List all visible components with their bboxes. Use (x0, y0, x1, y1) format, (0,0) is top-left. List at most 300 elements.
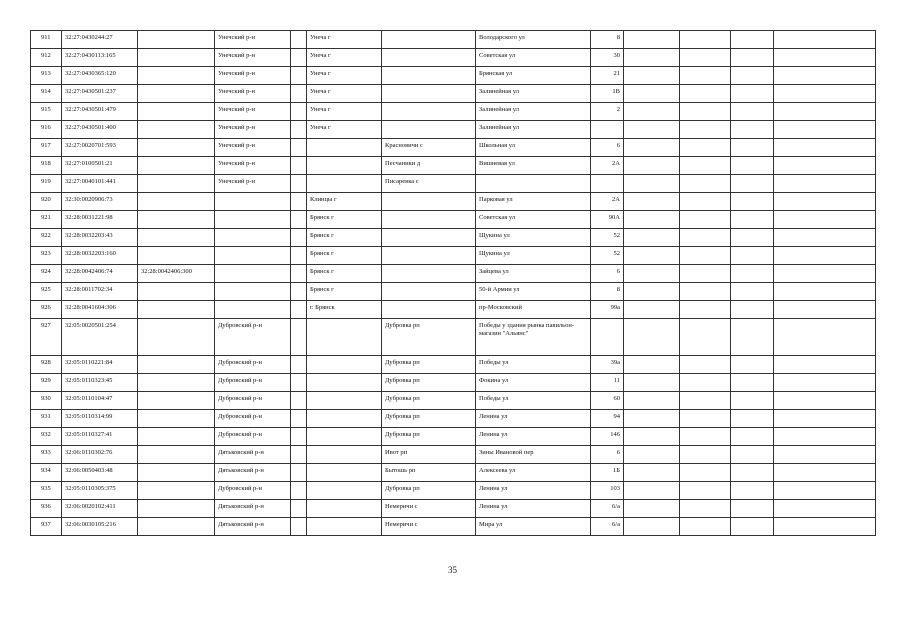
locality-cell-text (385, 31, 472, 34)
empty-cell (291, 211, 307, 229)
empty-cell (624, 103, 680, 121)
cadastral-number-text: 32:27:0040101:441 (65, 178, 116, 185)
street-cell-text: Победы ул (479, 395, 509, 402)
table-row (31, 49, 876, 67)
street-cell-text: Ленина ул (479, 503, 508, 510)
cadastral-number-text: 32:06:0030105:216 (65, 521, 116, 528)
cadastral-number-2 (138, 446, 215, 464)
empty-cell (680, 374, 731, 392)
district-cell-text: Унечский р-н (218, 106, 256, 113)
empty-cell (731, 392, 774, 410)
empty-cell (624, 518, 680, 536)
district-cell-text: Унечский р-н (218, 70, 256, 77)
row-number (31, 482, 62, 500)
cadastral-number-2 (138, 103, 215, 121)
street-cell (476, 319, 591, 356)
empty-cell (680, 85, 731, 103)
city-cell-text (310, 428, 378, 431)
city-cell (307, 464, 382, 482)
city-cell-text: Унеча г (310, 52, 331, 59)
cadastral-number-text: 32:05:0110305:375 (65, 485, 116, 492)
house-number-text: 6/а (612, 521, 620, 528)
empty-cell (291, 518, 307, 536)
street-cell-text: Ленина ул (479, 485, 508, 492)
cadastral-number-text: 32:27:0100501:21 (65, 160, 113, 167)
table-row (31, 428, 876, 446)
locality-cell (382, 247, 476, 265)
empty-cell (680, 301, 731, 319)
empty-cell (731, 356, 774, 374)
row-number-text: 931 (41, 413, 51, 420)
house-number-text (594, 121, 620, 124)
locality-cell (382, 464, 476, 482)
empty-cell (291, 85, 307, 103)
empty-cell (774, 265, 876, 283)
street-cell-text: Залинейная ул (479, 124, 519, 131)
house-number (591, 319, 624, 356)
city-cell (307, 500, 382, 518)
city-cell (307, 49, 382, 67)
city-cell-text: Брянск г (310, 286, 334, 293)
empty-cell (774, 301, 876, 319)
empty-cell (774, 31, 876, 49)
empty-cell (774, 319, 876, 356)
row-number (31, 518, 62, 536)
row-number (31, 157, 62, 175)
house-number-text: 60 (613, 395, 620, 402)
district-cell-text (218, 193, 287, 196)
district-cell (215, 518, 291, 536)
district-cell (215, 211, 291, 229)
empty-cell (624, 121, 680, 139)
empty-cell (291, 193, 307, 211)
cadastral-number-2-text (141, 356, 211, 359)
house-number-text: 103 (610, 485, 620, 492)
house-number (591, 193, 624, 211)
cadastral-number (62, 229, 138, 247)
empty-cell (731, 500, 774, 518)
empty-cell (291, 49, 307, 67)
district-cell-text: Унечский р-н (218, 142, 256, 149)
locality-cell (382, 356, 476, 374)
street-cell-text: Советская ул (479, 214, 516, 221)
district-cell (215, 392, 291, 410)
cadastral-number (62, 31, 138, 49)
house-number-text: 30 (613, 52, 620, 59)
cadastral-number (62, 103, 138, 121)
cadastral-number-text: 32:28:0032203:160 (65, 250, 116, 257)
street-cell (476, 175, 591, 193)
street-cell (476, 157, 591, 175)
empty-cell (291, 500, 307, 518)
cadastral-number-2 (138, 410, 215, 428)
empty-cell (731, 446, 774, 464)
district-cell (215, 301, 291, 319)
house-number (591, 31, 624, 49)
empty-cell (680, 67, 731, 85)
locality-cell-text (385, 85, 472, 88)
street-cell-text: Советская ул (479, 52, 516, 59)
row-number (31, 247, 62, 265)
empty-cell (680, 319, 731, 356)
cadastral-number (62, 518, 138, 536)
locality-cell-text (385, 211, 472, 214)
row-number-text: 917 (41, 142, 51, 149)
house-number (591, 428, 624, 446)
cadastral-number-2 (138, 265, 215, 283)
street-cell-text: Щукина ул (479, 232, 510, 239)
cadastral-number-text: 32:28:0041604:306 (65, 304, 116, 311)
table-row (31, 211, 876, 229)
street-cell (476, 446, 591, 464)
city-cell-text (310, 139, 378, 142)
street-cell (476, 500, 591, 518)
locality-cell-text (385, 49, 472, 52)
cadastral-number-2-text (141, 319, 211, 322)
empty-cell (624, 193, 680, 211)
cadastral-number (62, 446, 138, 464)
city-cell (307, 410, 382, 428)
empty-cell (731, 319, 774, 356)
locality-cell (382, 446, 476, 464)
city-cell-text: Клинцы г (310, 196, 337, 203)
house-number (591, 49, 624, 67)
empty-cell (624, 31, 680, 49)
empty-cell (624, 49, 680, 67)
locality-cell (382, 265, 476, 283)
street-cell (476, 428, 591, 446)
street-cell (476, 211, 591, 229)
street-cell-text: Ленина ул (479, 413, 508, 420)
house-number-text (594, 175, 620, 178)
district-cell (215, 410, 291, 428)
city-cell-text: Унеча г (310, 34, 331, 41)
row-number-text: 937 (41, 521, 51, 528)
empty-cell (291, 247, 307, 265)
empty-cell (680, 49, 731, 67)
cadastral-number-2 (138, 518, 215, 536)
city-cell-text (310, 374, 378, 377)
cadastral-number (62, 175, 138, 193)
cadastral-number-2-text (141, 85, 211, 88)
empty-cell (624, 482, 680, 500)
cadastral-number-2-text (141, 482, 211, 485)
row-number-text: 918 (41, 160, 51, 167)
locality-cell-text (385, 283, 472, 286)
house-number (591, 139, 624, 157)
district-cell (215, 139, 291, 157)
locality-cell-text: Красновичи с (385, 142, 423, 149)
city-cell-text (310, 319, 378, 322)
cadastral-number-2-text (141, 464, 211, 467)
cadastral-number-2-text: 32:28:0042406:300 (141, 268, 192, 275)
empty-cell (291, 356, 307, 374)
cadastral-number-2 (138, 157, 215, 175)
locality-cell-text: Дубровка рп (385, 377, 420, 384)
street-cell (476, 31, 591, 49)
cadastral-number (62, 247, 138, 265)
empty-cell (624, 446, 680, 464)
table-row (31, 374, 876, 392)
empty-cell (680, 103, 731, 121)
street-cell-text: Парковая ул (479, 196, 513, 203)
empty-cell (774, 85, 876, 103)
cadastral-number-2-text (141, 229, 211, 232)
cadastral-number-2 (138, 229, 215, 247)
empty-cell (291, 31, 307, 49)
house-number-text: 6 (616, 449, 620, 456)
empty-cell (624, 500, 680, 518)
city-cell (307, 428, 382, 446)
house-number (591, 374, 624, 392)
city-cell (307, 446, 382, 464)
empty-cell (291, 428, 307, 446)
empty-cell (680, 283, 731, 301)
empty-cell (774, 356, 876, 374)
empty-cell (774, 482, 876, 500)
empty-cell (624, 139, 680, 157)
empty-cell (624, 247, 680, 265)
empty-cell (731, 211, 774, 229)
street-cell-text (479, 175, 587, 178)
city-cell (307, 301, 382, 319)
locality-cell (382, 49, 476, 67)
district-cell-text (218, 265, 287, 268)
empty-cell (291, 301, 307, 319)
cadastral-number (62, 301, 138, 319)
empty-cell (774, 500, 876, 518)
locality-cell (382, 103, 476, 121)
house-number-text: 2А (612, 196, 620, 203)
row-number-text: 914 (41, 88, 51, 95)
house-number-text: 94 (613, 413, 620, 420)
street-cell (476, 374, 591, 392)
street-cell-text: Залинейная ул (479, 88, 519, 95)
cadastral-number-text: 32:28:0042406:74 (65, 268, 113, 275)
house-number-text: 52 (613, 250, 620, 257)
cadastral-number-text: 32:30:0020906:73 (65, 196, 113, 203)
city-cell (307, 157, 382, 175)
cadastral-number (62, 211, 138, 229)
street-cell-text: Мира ул (479, 521, 503, 528)
district-cell-text: Унечский р-н (218, 160, 256, 167)
street-cell (476, 121, 591, 139)
city-cell-text (310, 157, 378, 160)
empty-cell (680, 482, 731, 500)
cadastral-number-text: 32:05:0110221:84 (65, 359, 113, 366)
cadastral-number-2-text (141, 103, 211, 106)
street-cell (476, 410, 591, 428)
empty-cell (731, 410, 774, 428)
city-cell-text (310, 482, 378, 485)
empty-cell (624, 67, 680, 85)
house-number (591, 410, 624, 428)
district-cell (215, 49, 291, 67)
cadastral-number-2 (138, 67, 215, 85)
street-cell (476, 283, 591, 301)
locality-cell-text (385, 265, 472, 268)
house-number-text: 11 (613, 377, 620, 384)
cadastral-number-2 (138, 283, 215, 301)
table-row (31, 103, 876, 121)
house-number-text: 2 (616, 106, 620, 113)
city-cell-text (310, 518, 378, 521)
empty-cell (291, 446, 307, 464)
city-cell (307, 319, 382, 356)
house-number-text: 39а (610, 359, 620, 366)
empty-cell (731, 139, 774, 157)
cadastral-number (62, 67, 138, 85)
locality-cell-text: Дубровка рп (385, 485, 420, 492)
locality-cell-text (385, 103, 472, 106)
cadastral-number-2-text (141, 392, 211, 395)
district-cell-text: Дубровский р-н (218, 359, 262, 366)
cadastral-number-2 (138, 211, 215, 229)
locality-cell-text: Писаревка с (385, 178, 419, 185)
district-cell (215, 374, 291, 392)
city-cell-text (310, 500, 378, 503)
cadastral-number-2-text (141, 500, 211, 503)
locality-cell (382, 229, 476, 247)
empty-cell (680, 446, 731, 464)
row-number-text: 912 (41, 52, 51, 59)
empty-cell (731, 103, 774, 121)
empty-cell (291, 410, 307, 428)
empty-cell (731, 229, 774, 247)
house-number (591, 229, 624, 247)
empty-cell (291, 392, 307, 410)
district-cell-text (218, 247, 287, 250)
district-cell (215, 500, 291, 518)
cadastral-number-2 (138, 464, 215, 482)
district-cell (215, 67, 291, 85)
row-number-text: 929 (41, 377, 51, 384)
house-number (591, 518, 624, 536)
house-number (591, 85, 624, 103)
locality-cell (382, 319, 476, 356)
row-number-text: 936 (41, 503, 51, 510)
empty-cell (680, 247, 731, 265)
cadastral-number (62, 356, 138, 374)
street-cell (476, 67, 591, 85)
city-cell (307, 193, 382, 211)
district-cell (215, 175, 291, 193)
locality-cell-text: Немеричи с (385, 503, 418, 510)
district-cell-text: Дятьковский р-н (218, 521, 264, 528)
empty-cell (731, 121, 774, 139)
cadastral-number-2-text (141, 121, 211, 124)
empty-cell (291, 175, 307, 193)
street-cell-text: 50-й Армии ул (479, 286, 520, 293)
city-cell (307, 265, 382, 283)
row-number (31, 193, 62, 211)
cadastral-number-text: 32:27:0430501:400 (65, 124, 116, 131)
cadastral-number-text: 32:05:0020501:254 (65, 322, 116, 329)
cadastral-number (62, 410, 138, 428)
table-row (31, 67, 876, 85)
city-cell (307, 229, 382, 247)
house-number-text: 1В (612, 88, 620, 95)
row-number-text: 925 (41, 286, 51, 293)
cadastral-number-2 (138, 85, 215, 103)
empty-cell (680, 229, 731, 247)
table-row (31, 446, 876, 464)
district-cell-text: Дубровский р-н (218, 377, 262, 384)
empty-cell (680, 211, 731, 229)
street-cell (476, 139, 591, 157)
empty-cell (291, 464, 307, 482)
locality-cell-text: Дубровка рп (385, 395, 420, 402)
row-number-text: 935 (41, 485, 51, 492)
empty-cell (731, 482, 774, 500)
district-cell (215, 103, 291, 121)
empty-cell (291, 67, 307, 85)
house-number-text: 8 (616, 286, 620, 293)
cadastral-number-text: 32:27:0020701:593 (65, 142, 116, 149)
empty-cell (774, 103, 876, 121)
locality-cell (382, 410, 476, 428)
row-number (31, 410, 62, 428)
city-cell-text (310, 446, 378, 449)
empty-cell (731, 518, 774, 536)
city-cell (307, 482, 382, 500)
row-number (31, 85, 62, 103)
empty-cell (680, 139, 731, 157)
locality-cell (382, 428, 476, 446)
city-cell-text: Унеча г (310, 70, 331, 77)
cadastral-number (62, 319, 138, 356)
empty-cell (731, 193, 774, 211)
row-number-text: 932 (41, 431, 51, 438)
empty-cell (680, 356, 731, 374)
city-cell-text (310, 464, 378, 467)
cadastral-number-2 (138, 482, 215, 500)
empty-cell (680, 392, 731, 410)
cadastral-number (62, 482, 138, 500)
empty-cell (774, 139, 876, 157)
row-number-text: 916 (41, 124, 51, 131)
cadastral-number-2-text (141, 67, 211, 70)
cadastral-number-2 (138, 247, 215, 265)
row-number (31, 301, 62, 319)
house-number (591, 283, 624, 301)
house-number (591, 175, 624, 193)
house-number-text: 52 (613, 232, 620, 239)
empty-cell (624, 356, 680, 374)
street-cell-text: Зины Ивановой пер (479, 449, 534, 456)
cadastral-number (62, 374, 138, 392)
locality-cell (382, 85, 476, 103)
locality-cell (382, 518, 476, 536)
table-row (31, 482, 876, 500)
house-number-text: 146 (610, 431, 620, 438)
district-cell (215, 283, 291, 301)
empty-cell (291, 229, 307, 247)
locality-cell (382, 392, 476, 410)
table-row (31, 283, 876, 301)
empty-cell (680, 410, 731, 428)
cadastral-number-2 (138, 193, 215, 211)
locality-cell (382, 301, 476, 319)
locality-cell-text (385, 193, 472, 196)
empty-cell (774, 283, 876, 301)
empty-cell (624, 319, 680, 356)
empty-cell (624, 410, 680, 428)
row-number (31, 319, 62, 356)
cadastral-number-text: 32:05:0110327:41 (65, 431, 113, 438)
cadastral-number (62, 139, 138, 157)
empty-cell (291, 157, 307, 175)
